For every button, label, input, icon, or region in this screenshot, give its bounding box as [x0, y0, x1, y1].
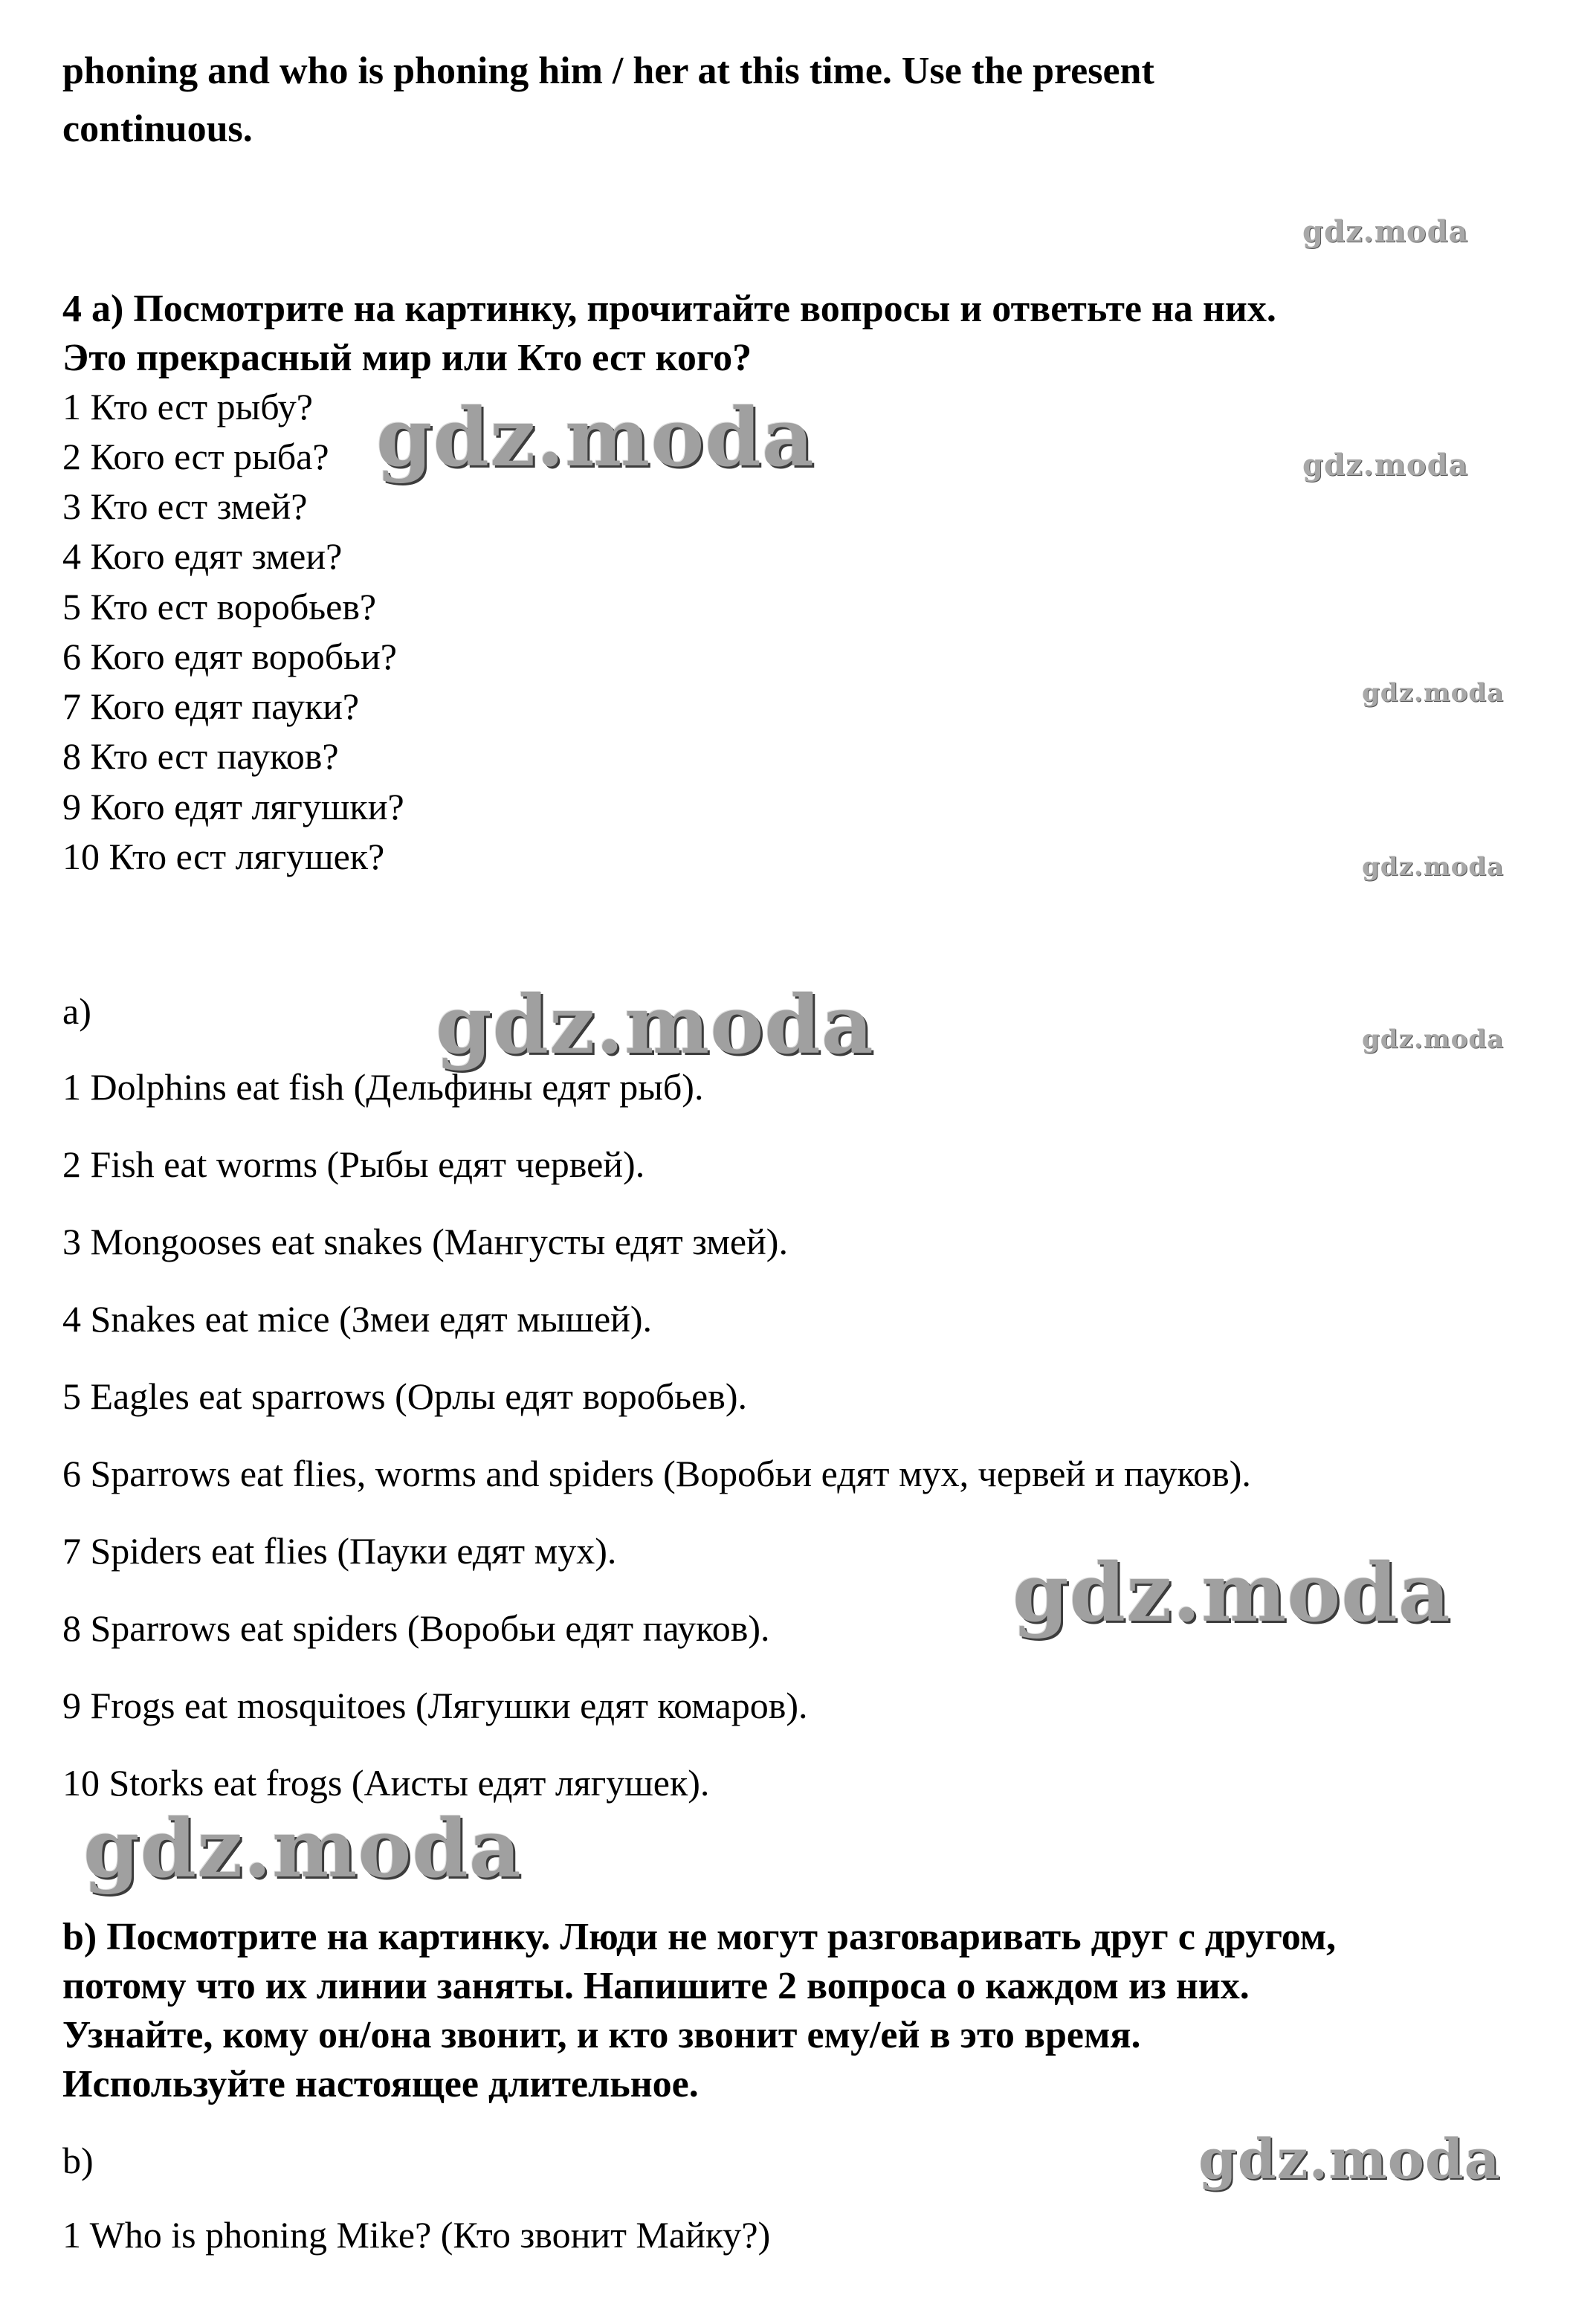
task-a-heading-line-1: 4 a) Посмотрите на картинку, прочитайте вопросы и ответьте на них.: [62, 288, 1276, 330]
answer-item: 6 Sparrows eat flies, worms and spiders (Воробьи едят мух, червей и пауков).: [62, 1453, 1251, 1494]
header-line-2: continuous.: [62, 108, 253, 150]
answer-item: 2 Fish eat worms (Рыбы едят червей).: [62, 1143, 645, 1185]
question-item: 10 Кто ест лягушек?: [62, 836, 385, 877]
question-item: 5 Кто ест воробьев?: [62, 586, 377, 627]
watermark: gdz.moda: [1012, 1546, 1451, 1640]
question-item: 3 Кто ест змей?: [62, 485, 308, 527]
question-item: 7 Кого едят пауки?: [62, 685, 360, 727]
answer-item: 4 Snakes eat mice (Змеи едят мышей).: [62, 1298, 653, 1340]
watermark: gdz.moda: [1302, 214, 1469, 249]
answer-item: 1 Who is phoning Mike? (Кто звонит Майку?): [62, 2214, 771, 2256]
question-item: 4 Кого едят змеи?: [62, 535, 343, 577]
answer-b-label: b): [62, 2140, 94, 2181]
header-line-1: phoning and who is phoning him / her at this time. Use the present: [62, 50, 1154, 92]
answer-item: 10 Storks eat frogs (Аисты едят лягушек).: [62, 1762, 710, 1804]
task-b-heading-line-4: Используйте настоящее длительное.: [62, 2063, 699, 2105]
watermark: gdz.moda: [436, 978, 874, 1072]
answer-item: 7 Spiders eat flies (Пауки едят мух).: [62, 1530, 617, 1572]
watermark: gdz.moda: [1362, 1024, 1505, 1054]
question-item: 2 Кого ест рыба?: [62, 436, 329, 477]
watermark: gdz.moda: [376, 391, 815, 485]
answer-item: 5 Eagles eat sparrows (Орлы едят воробьев).: [62, 1375, 747, 1417]
watermark: gdz.moda: [1302, 448, 1469, 482]
task-b-heading-line-3: Узнайте, кому он/она звонит, и кто звонит ему/ей в это время.: [62, 2014, 1141, 2056]
answer-item: 9 Frogs eat mosquitoes (Лягушки едят комаров).: [62, 1685, 808, 1726]
watermark: gdz.moda: [83, 1802, 522, 1896]
watermark: gdz.moda: [1362, 852, 1505, 882]
question-item: 8 Кто ест пауков?: [62, 735, 339, 777]
task-b-heading-line-2: потому что их линии заняты. Напишите 2 вопроса о каждом из них.: [62, 1965, 1250, 2007]
question-item: 9 Кого едят лягушки?: [62, 786, 404, 827]
task-a-heading-line-2: Это прекрасный мир или Кто ест кого?: [62, 337, 752, 379]
watermark: gdz.moda: [1198, 2128, 1501, 2192]
task-b-heading-line-1: b) Посмотрите на картинку. Люди не могут разговаривать друг с другом,: [62, 1916, 1337, 1958]
question-item: 1 Кто ест рыбу?: [62, 386, 313, 427]
question-item: 6 Кого едят воробьи?: [62, 636, 397, 677]
answer-item: 3 Mongooses eat snakes (Мангусты едят змей).: [62, 1221, 788, 1262]
answer-a-label: a): [62, 990, 91, 1032]
answer-item: 1 Dolphins eat fish (Дельфины едят рыб).: [62, 1066, 704, 1108]
answer-item: 8 Sparrows eat spiders (Воробьи едят пауков).: [62, 1607, 770, 1649]
watermark: gdz.moda: [1362, 678, 1505, 708]
